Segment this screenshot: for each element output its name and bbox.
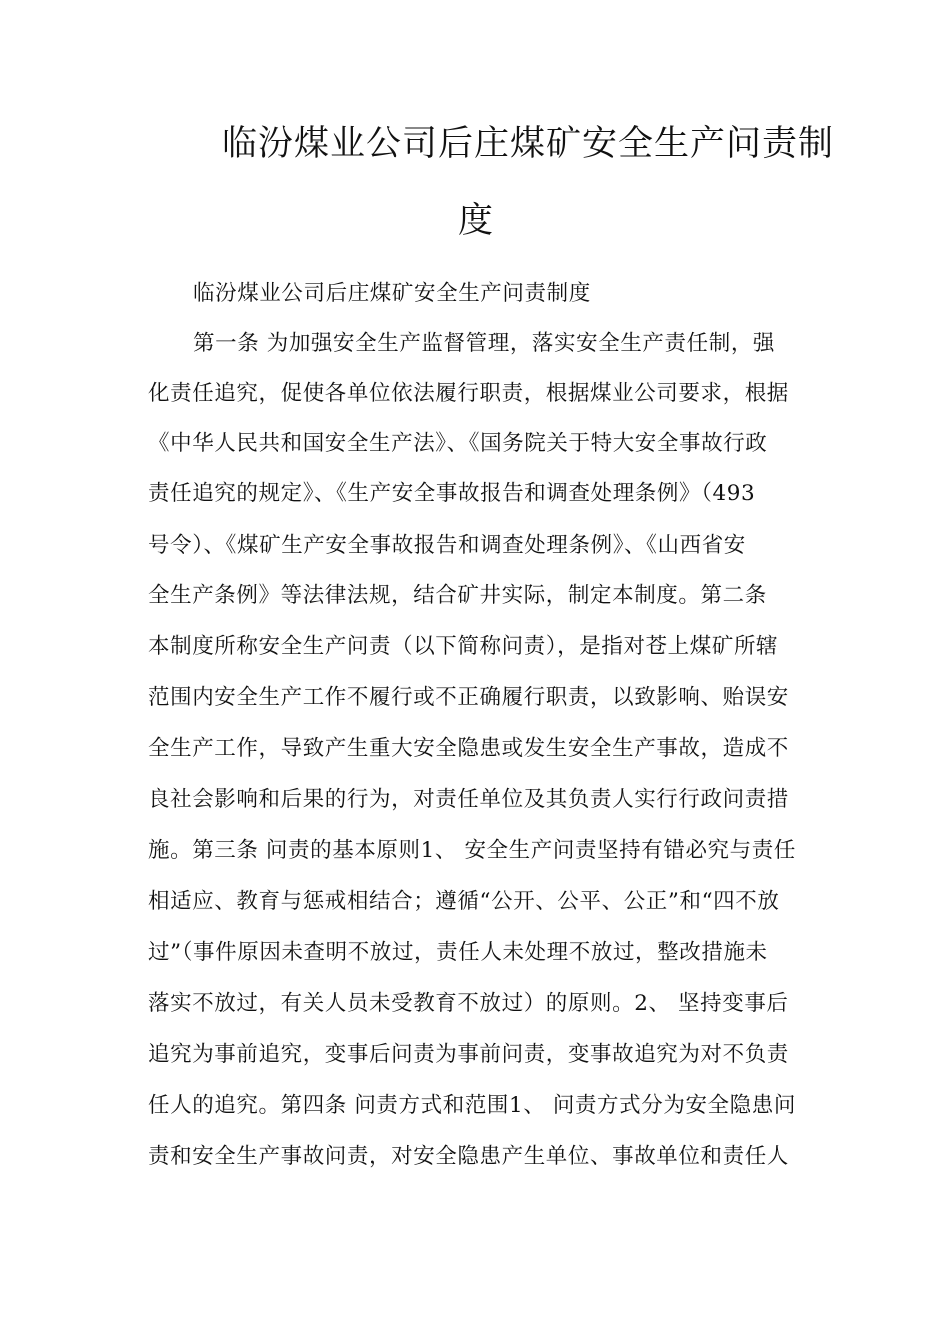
paragraph-line: 范围内安全生产工作不履行或不正确履行职责，以致影响、贻误安 xyxy=(148,685,789,710)
paragraph-line: 全生产条例》等法律法规，结合矿井实际，制定本制度。第二条 xyxy=(148,583,767,608)
paragraph-line: 追究为事前追究，变事后问责为事前问责，变事故追究为对不负责 xyxy=(148,1042,789,1067)
paragraph-line: 责和安全生产事故问责，对安全隐患产生单位、事故单位和责任人 xyxy=(148,1144,789,1169)
paragraph-line: 相适应、教育与惩戒相结合；遵循“公开、公平、公正”和“四不放 xyxy=(148,889,780,914)
paragraph-line: 施。第三条 问责的基本原则1、 安全生产问责坚持有错必究与责任 xyxy=(148,838,796,863)
paragraph-line: 全生产工作，导致产生重大安全隐患或发生安全生产事故，造成不 xyxy=(148,736,789,761)
paragraph-line: 第一条 为加强安全生产监督管理，落实安全生产责任制，强 xyxy=(193,331,776,356)
paragraph-line: 本制度所称安全生产问责（以下简称问责），是指对苍上煤矿所辖 xyxy=(148,634,779,659)
paragraph-line: 过”（事件原因未查明不放过，责任人未处理不放过，整改措施未 xyxy=(148,940,768,965)
document-title-line-2: 度 xyxy=(458,201,495,241)
paragraph-line: 责任追究的规定》、《生产安全事故报告和调查处理条例》（493 xyxy=(148,481,756,506)
paragraph-line: 化责任追究，促使各单位依法履行职责，根据煤业公司要求，根据 xyxy=(148,381,789,406)
document-subtitle: 临汾煤业公司后庄煤矿安全生产问责制度 xyxy=(193,281,591,306)
paragraph-line: 任人的追究。第四条 问责方式和范围1、 问责方式分为安全隐患问 xyxy=(148,1093,796,1118)
paragraph-line: 落实不放过，有关人员未受教育不放过）的原则。2、 坚持变事后 xyxy=(148,991,789,1016)
paragraph-line: 良社会影响和后果的行为，对责任单位及其负责人实行行政问责措 xyxy=(148,787,789,812)
paragraph-line: 《中华人民共和国安全生产法》、《国务院关于特大安全事故行政 xyxy=(148,431,768,456)
paragraph-line: 号令）、《煤矿生产安全事故报告和调查处理条例》、《山西省安 xyxy=(148,533,746,558)
document-title-line-1: 临汾煤业公司后庄煤矿安全生产问责制 xyxy=(222,124,835,164)
